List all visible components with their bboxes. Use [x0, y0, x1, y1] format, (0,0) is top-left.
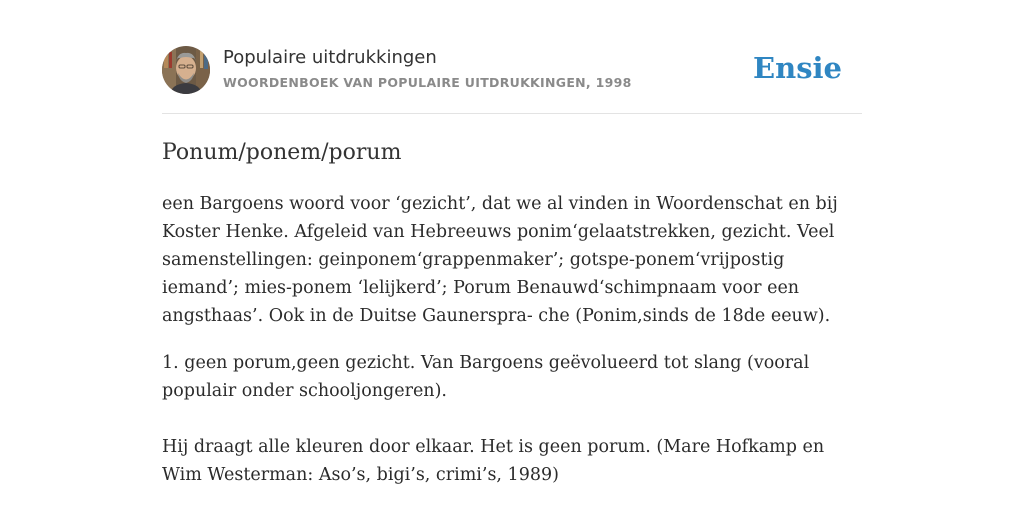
entry-card [162, 46, 862, 485]
avatar-portrait-icon [162, 46, 210, 94]
source-subtitle: WOORDENBOEK VAN POPULAIRE UITDRUKKINGEN, 1998 [223, 75, 632, 90]
definition-paragraph: een Bargoens woord voor ‘gezicht’, dat we al vinden in Woordenschat en bij Koster Henke. Afgeleid van Hebreeuws ponim‘gelaatstrekken, gezicht. Veel samenstellingen: geinponem‘grappenmaker’; gotspe-ponem‘vrijpostig iemand’; mies-ponem ‘lelijkerd’; Porum Benauwd‘schimpnaam voor een angsthaas’. Ook in de Duitse Gaunerspra- che (Ponim,sinds de 18de eeuw). [162, 194, 838, 326]
source-title[interactable]: Populaire uitdrukkingen [223, 47, 437, 68]
author-avatar[interactable] [162, 46, 210, 94]
usage-paragraph: 1. geen porum,geen gezicht. Van Bargoens geëvolueerd tot slang (vooral populair onder schooljongeren). [162, 353, 810, 401]
entry-header [162, 46, 862, 96]
entry-body [162, 190, 862, 489]
entry-headword: Ponum/ponem/porum [162, 140, 402, 165]
brand-logo[interactable]: Ensie [753, 51, 842, 85]
header-divider [162, 113, 862, 114]
example-paragraph: Hij draagt alle kleuren door elkaar. Het is geen porum. (Mare Hofkamp en Wim Westerman: Aso’s, bigi’s, crimi’s, 1989) [162, 437, 825, 485]
